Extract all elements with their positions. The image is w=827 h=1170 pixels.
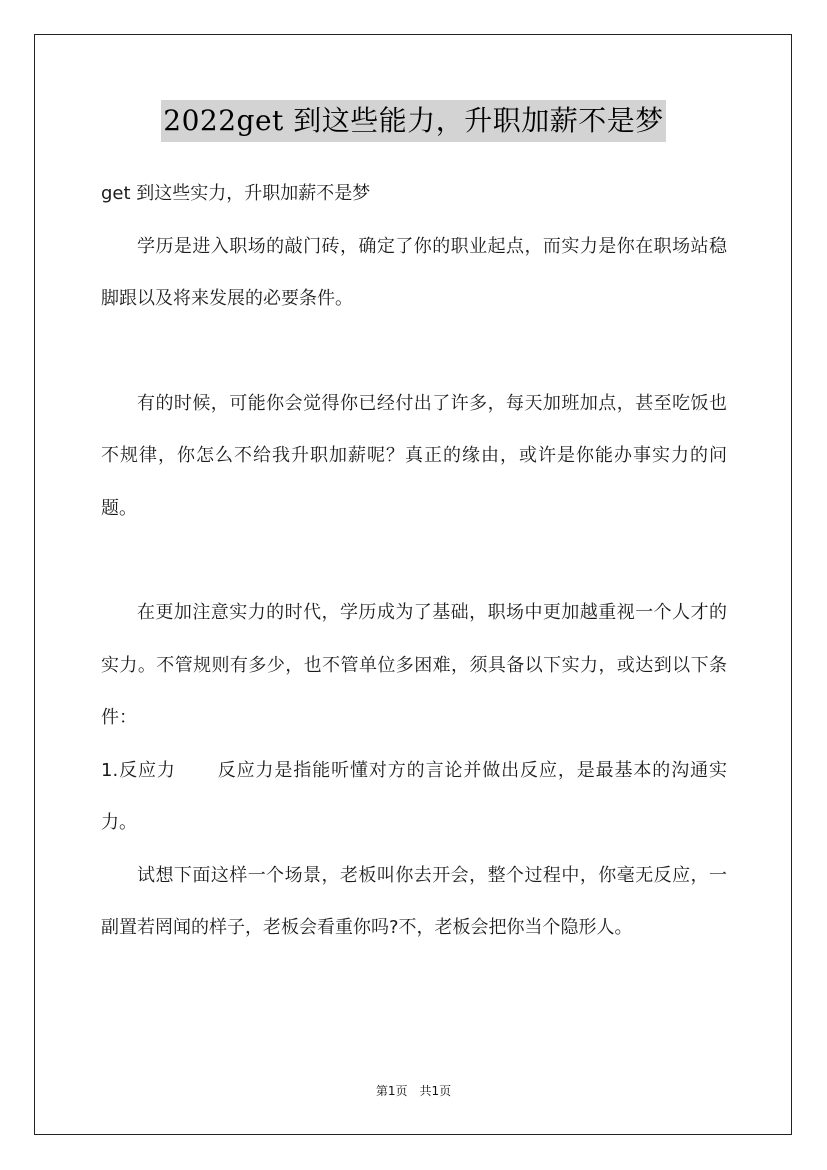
paragraph-2: 有的时候，可能你会觉得你已经付出了许多，每天加班加点，甚至吃饭也不规律，你怎么不给我升职加薪呢？真正的缘由，或许是你能办事实力的问题。 (101, 392, 727, 519)
paragraph-1: 学历是进入职场的敲门砖，确定了你的职业起点，而实力是你在职场站稳脚跟以及将来发展的必要条件。 (101, 235, 727, 309)
paragraph-spacer (101, 535, 727, 587)
document-subtitle: get 到这些实力，升职加薪不是梦 (101, 183, 371, 204)
page-footer (0, 1082, 827, 1099)
list-item-1-label: 1.反应力 (101, 759, 176, 781)
document-body (101, 168, 727, 955)
document-title: 2022get 到这些能力，升职加薪不是梦 (161, 100, 665, 142)
paragraph-3: 在更加注意实力的时代，学历成为了基础，职场中更加越重视一个人才的实力。不管规则有多少，也不管单位多困难，须具备以下实力，或达到以下条件： (101, 602, 727, 728)
title-container (0, 100, 827, 142)
paragraph-4: 试想下面这样一个场景，老板叫你去开会，整个过程中，你毫无反应，一副置若罔闻的样子，老板会看重你吗?不，老板会把你当个隐形人。 (101, 864, 727, 938)
paragraph-spacer (101, 326, 727, 378)
page-number-total: 共1页 (419, 1084, 452, 1098)
page-number-current: 第1页 (375, 1084, 408, 1098)
list-item-1 (101, 745, 727, 850)
list-item-1-text: 反应力是指能听懂对方的言论并做出反应，是最基本的沟通实力。 (101, 759, 727, 833)
